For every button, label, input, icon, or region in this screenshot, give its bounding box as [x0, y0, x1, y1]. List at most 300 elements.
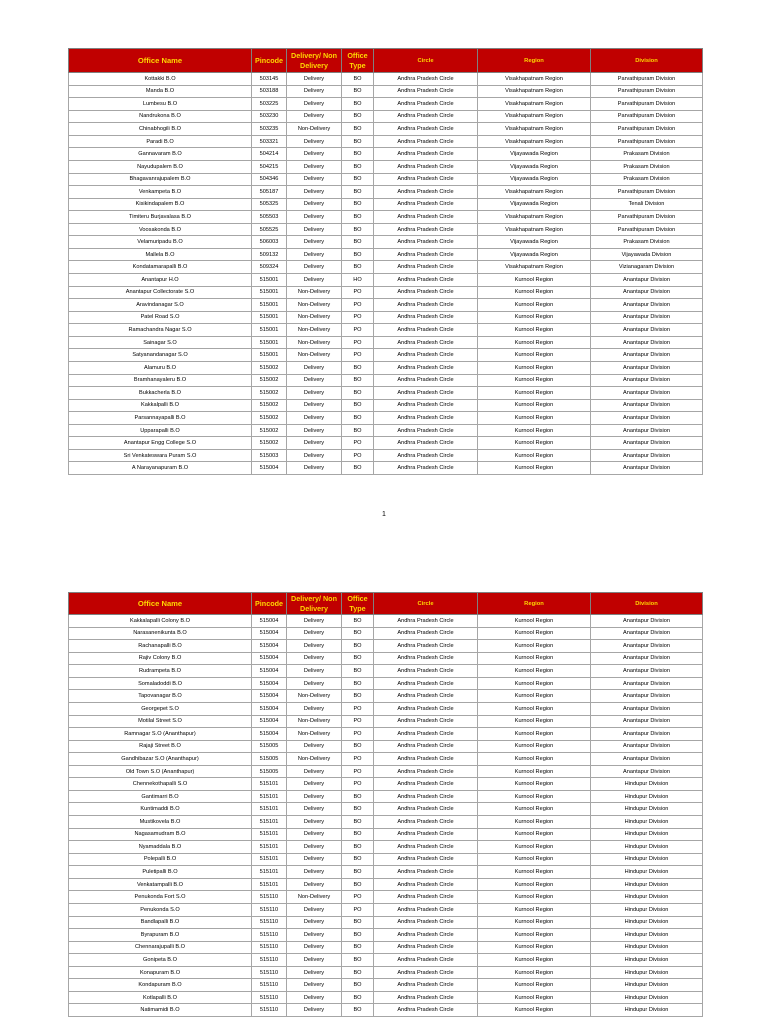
division-cell: Parvathipuram Division — [591, 110, 703, 123]
delivery-cell: Delivery — [287, 765, 342, 778]
pincode-cell: 506003 — [252, 236, 287, 249]
division-cell: Parvathipuram Division — [591, 85, 703, 98]
delivery-cell: Delivery — [287, 916, 342, 929]
division-cell: Vizianagaram Division — [591, 261, 703, 274]
pincode-cell: 515101 — [252, 803, 287, 816]
delivery-cell: Delivery — [287, 790, 342, 803]
header-region: Region — [478, 593, 591, 615]
circle-cell: Andhra Pradesh Circle — [374, 702, 478, 715]
office-type-cell: PO — [342, 336, 374, 349]
circle-cell: Andhra Pradesh Circle — [374, 790, 478, 803]
office-name-cell: Penukonda Fort S.O — [69, 891, 252, 904]
circle-cell: Andhra Pradesh Circle — [374, 991, 478, 1004]
pincode-cell: 515004 — [252, 677, 287, 690]
circle-cell: Andhra Pradesh Circle — [374, 740, 478, 753]
office-name-cell: Satyanandanagar S.O — [69, 349, 252, 362]
table-row — [69, 728, 703, 741]
delivery-cell: Delivery — [287, 110, 342, 123]
table-header-row — [69, 49, 703, 73]
table-row — [69, 135, 703, 148]
pincode-cell: 515004 — [252, 665, 287, 678]
division-cell: Hindupur Division — [591, 916, 703, 929]
circle-cell: Andhra Pradesh Circle — [374, 223, 478, 236]
circle-cell: Andhra Pradesh Circle — [374, 110, 478, 123]
region-cell: Kurnool Region — [478, 979, 591, 992]
table-row — [69, 778, 703, 791]
office-name-cell: Mallela B.O — [69, 248, 252, 261]
circle-cell: Andhra Pradesh Circle — [374, 903, 478, 916]
table-row — [69, 665, 703, 678]
circle-cell: Andhra Pradesh Circle — [374, 198, 478, 211]
circle-cell: Andhra Pradesh Circle — [374, 929, 478, 942]
region-cell: Kurnool Region — [478, 286, 591, 299]
pincode-cell: 515001 — [252, 349, 287, 362]
delivery-cell: Delivery — [287, 677, 342, 690]
division-cell: Anantapur Division — [591, 424, 703, 437]
region-cell: Kurnool Region — [478, 841, 591, 854]
office-type-cell: BO — [342, 73, 374, 86]
circle-cell: Andhra Pradesh Circle — [374, 816, 478, 829]
division-cell: Anantapur Division — [591, 449, 703, 462]
region-cell: Kurnool Region — [478, 387, 591, 400]
circle-cell: Andhra Pradesh Circle — [374, 274, 478, 287]
table-row — [69, 211, 703, 224]
division-cell: Hindupur Division — [591, 878, 703, 891]
table-row — [69, 73, 703, 86]
office-type-cell: BO — [342, 148, 374, 161]
table-row — [69, 248, 703, 261]
region-cell: Kurnool Region — [478, 665, 591, 678]
pincode-cell: 515004 — [252, 690, 287, 703]
office-name-cell: Natimamidi B.O — [69, 1004, 252, 1017]
circle-cell: Andhra Pradesh Circle — [374, 135, 478, 148]
office-type-cell: BO — [342, 853, 374, 866]
circle-cell: Andhra Pradesh Circle — [374, 665, 478, 678]
division-cell: Anantapur Division — [591, 437, 703, 450]
circle-cell: Andhra Pradesh Circle — [374, 916, 478, 929]
circle-cell: Andhra Pradesh Circle — [374, 98, 478, 111]
region-cell: Kurnool Region — [478, 640, 591, 653]
header-region: Region — [478, 49, 591, 73]
office-type-cell: BO — [342, 123, 374, 136]
office-name-cell: Lumbesu B.O — [69, 98, 252, 111]
table-row — [69, 878, 703, 891]
office-name-cell: Bukkacherla B.O — [69, 387, 252, 400]
circle-cell: Andhra Pradesh Circle — [374, 828, 478, 841]
division-cell: Hindupur Division — [591, 941, 703, 954]
division-cell: Anantapur Division — [591, 336, 703, 349]
pincode-cell: 515110 — [252, 966, 287, 979]
circle-cell: Andhra Pradesh Circle — [374, 615, 478, 628]
office-type-cell: BO — [342, 615, 374, 628]
delivery-cell: Delivery — [287, 412, 342, 425]
division-cell: Anantapur Division — [591, 690, 703, 703]
office-type-cell: PO — [342, 753, 374, 766]
pincode-cell: 515110 — [252, 991, 287, 1004]
header-office-type: Office Type — [342, 49, 374, 73]
pincode-cell: 515004 — [252, 728, 287, 741]
delivery-cell: Delivery — [287, 186, 342, 199]
region-cell: Kurnool Region — [478, 299, 591, 312]
table-row — [69, 916, 703, 929]
region-cell: Visakhapatnam Region — [478, 110, 591, 123]
table-row — [69, 816, 703, 829]
region-cell: Kurnool Region — [478, 652, 591, 665]
office-name-cell: Puletipalli B.O — [69, 866, 252, 879]
delivery-cell: Delivery — [287, 223, 342, 236]
circle-cell: Andhra Pradesh Circle — [374, 715, 478, 728]
table-row — [69, 753, 703, 766]
circle-cell: Andhra Pradesh Circle — [374, 979, 478, 992]
region-cell: Kurnool Region — [478, 361, 591, 374]
delivery-cell: Delivery — [287, 462, 342, 475]
division-cell: Anantapur Division — [591, 765, 703, 778]
region-cell: Kurnool Region — [478, 728, 591, 741]
table-row — [69, 790, 703, 803]
delivery-cell: Non-Delivery — [287, 336, 342, 349]
circle-cell: Andhra Pradesh Circle — [374, 728, 478, 741]
office-type-cell: BO — [342, 929, 374, 942]
circle-cell: Andhra Pradesh Circle — [374, 73, 478, 86]
office-type-cell: BO — [342, 211, 374, 224]
delivery-cell: Delivery — [287, 929, 342, 942]
region-cell: Kurnool Region — [478, 929, 591, 942]
delivery-cell: Delivery — [287, 778, 342, 791]
circle-cell: Andhra Pradesh Circle — [374, 462, 478, 475]
circle-cell: Andhra Pradesh Circle — [374, 361, 478, 374]
office-name-cell: Penukonda S.O — [69, 903, 252, 916]
pincode-cell: 505325 — [252, 198, 287, 211]
region-cell: Kurnool Region — [478, 437, 591, 450]
office-type-cell: BO — [342, 462, 374, 475]
division-cell: Anantapur Division — [591, 728, 703, 741]
division-cell: Hindupur Division — [591, 979, 703, 992]
table-row — [69, 677, 703, 690]
pincode-cell: 509324 — [252, 261, 287, 274]
pincode-cell: 515001 — [252, 311, 287, 324]
table-row — [69, 349, 703, 362]
delivery-cell: Delivery — [287, 652, 342, 665]
circle-cell: Andhra Pradesh Circle — [374, 954, 478, 967]
region-cell: Kurnool Region — [478, 462, 591, 475]
division-cell: Anantapur Division — [591, 299, 703, 312]
header-circle: Circle — [374, 593, 478, 615]
office-name-cell: Byrapuram B.O — [69, 929, 252, 942]
delivery-cell: Delivery — [287, 966, 342, 979]
office-name-cell: Rajiv Colony B.O — [69, 652, 252, 665]
pincode-cell: 515101 — [252, 828, 287, 841]
division-cell: Anantapur Division — [591, 677, 703, 690]
region-cell: Kurnool Region — [478, 866, 591, 879]
circle-cell: Andhra Pradesh Circle — [374, 336, 478, 349]
table-header-row — [69, 593, 703, 615]
pincode-cell: 515110 — [252, 916, 287, 929]
pincode-cell: 504214 — [252, 148, 287, 161]
pincode-cell: 515004 — [252, 640, 287, 653]
division-cell: Hindupur Division — [591, 853, 703, 866]
delivery-cell: Non-Delivery — [287, 690, 342, 703]
pincode-cell: 503230 — [252, 110, 287, 123]
office-type-cell: BO — [342, 665, 374, 678]
table-body — [69, 615, 703, 1017]
delivery-cell: Delivery — [287, 803, 342, 816]
office-type-cell: PO — [342, 891, 374, 904]
table-row — [69, 110, 703, 123]
pincode-cell: 503225 — [252, 98, 287, 111]
circle-cell: Andhra Pradesh Circle — [374, 261, 478, 274]
header-office-name: Office Name — [69, 593, 252, 615]
region-cell: Visakhapatnam Region — [478, 135, 591, 148]
pincode-cell: 515001 — [252, 274, 287, 287]
pincode-cell: 515110 — [252, 1004, 287, 1017]
office-name-cell: Anantapur H.O — [69, 274, 252, 287]
circle-cell: Andhra Pradesh Circle — [374, 387, 478, 400]
circle-cell: Andhra Pradesh Circle — [374, 148, 478, 161]
office-name-cell: Kondatamarapalli B.O — [69, 261, 252, 274]
circle-cell: Andhra Pradesh Circle — [374, 765, 478, 778]
pincode-cell: 515002 — [252, 374, 287, 387]
region-cell: Kurnool Region — [478, 916, 591, 929]
table-row — [69, 966, 703, 979]
circle-cell: Andhra Pradesh Circle — [374, 841, 478, 854]
pincode-cell: 515110 — [252, 903, 287, 916]
office-name-cell: Polepalli B.O — [69, 853, 252, 866]
delivery-cell: Delivery — [287, 979, 342, 992]
table-row — [69, 627, 703, 640]
circle-cell: Andhra Pradesh Circle — [374, 324, 478, 337]
delivery-cell: Non-Delivery — [287, 311, 342, 324]
division-cell: Anantapur Division — [591, 374, 703, 387]
delivery-cell: Delivery — [287, 954, 342, 967]
region-cell: Kurnool Region — [478, 891, 591, 904]
circle-cell: Andhra Pradesh Circle — [374, 640, 478, 653]
division-cell: Anantapur Division — [591, 702, 703, 715]
pincode-cell: 515003 — [252, 449, 287, 462]
header-division: Division — [591, 49, 703, 73]
header-delivery: Delivery/ Non Delivery — [287, 49, 342, 73]
pincode-cell: 515101 — [252, 816, 287, 829]
delivery-cell: Delivery — [287, 702, 342, 715]
region-cell: Kurnool Region — [478, 715, 591, 728]
office-type-cell: PO — [342, 903, 374, 916]
division-cell: Hindupur Division — [591, 803, 703, 816]
table-row — [69, 979, 703, 992]
region-cell: Kurnool Region — [478, 374, 591, 387]
pincode-cell: 515110 — [252, 941, 287, 954]
table-row — [69, 387, 703, 400]
office-type-cell: BO — [342, 223, 374, 236]
region-cell: Visakhapatnam Region — [478, 98, 591, 111]
office-type-cell: BO — [342, 173, 374, 186]
table-row — [69, 891, 703, 904]
office-type-cell: BO — [342, 374, 374, 387]
office-name-cell: Georgepet S.O — [69, 702, 252, 715]
office-type-cell: BO — [342, 399, 374, 412]
table-row — [69, 186, 703, 199]
division-cell: Hindupur Division — [591, 891, 703, 904]
table-row — [69, 299, 703, 312]
office-type-cell: BO — [342, 110, 374, 123]
circle-cell: Andhra Pradesh Circle — [374, 299, 478, 312]
office-name-cell: Venkampeta B.O — [69, 186, 252, 199]
division-cell: Anantapur Division — [591, 387, 703, 400]
delivery-cell: Non-Delivery — [287, 349, 342, 362]
office-type-cell: PO — [342, 324, 374, 337]
circle-cell: Andhra Pradesh Circle — [374, 803, 478, 816]
office-name-cell: Aravindanagar S.O — [69, 299, 252, 312]
office-name-cell: Sainagar S.O — [69, 336, 252, 349]
circle-cell: Andhra Pradesh Circle — [374, 652, 478, 665]
table-row — [69, 1004, 703, 1017]
delivery-cell: Delivery — [287, 1004, 342, 1017]
division-cell: Anantapur Division — [591, 640, 703, 653]
header-circle: Circle — [374, 49, 478, 73]
office-name-cell: Rudrampeta B.O — [69, 665, 252, 678]
delivery-cell: Delivery — [287, 148, 342, 161]
header-pincode: Pincode — [252, 49, 287, 73]
header-division: Division — [591, 593, 703, 615]
pincode-cell: 515001 — [252, 336, 287, 349]
division-cell: Prakasam Division — [591, 173, 703, 186]
delivery-cell: Delivery — [287, 374, 342, 387]
office-name-cell: Kondapuram B.O — [69, 979, 252, 992]
table-row — [69, 123, 703, 136]
delivery-cell: Delivery — [287, 866, 342, 879]
pincode-cell: 515101 — [252, 778, 287, 791]
office-type-cell: PO — [342, 286, 374, 299]
office-name-cell: Nayudupalem B.O — [69, 160, 252, 173]
office-type-cell: BO — [342, 261, 374, 274]
circle-cell: Andhra Pradesh Circle — [374, 891, 478, 904]
office-type-cell: BO — [342, 627, 374, 640]
office-type-cell: PO — [342, 702, 374, 715]
region-cell: Vijayawada Region — [478, 236, 591, 249]
table-row — [69, 866, 703, 879]
division-cell: Parvathipuram Division — [591, 73, 703, 86]
office-type-cell: HO — [342, 274, 374, 287]
pincode-cell: 515002 — [252, 412, 287, 425]
pincode-cell: 515101 — [252, 878, 287, 891]
circle-cell: Andhra Pradesh Circle — [374, 186, 478, 199]
pincode-cell: 515002 — [252, 399, 287, 412]
office-name-cell: Nagasamudram B.O — [69, 828, 252, 841]
office-type-cell: BO — [342, 640, 374, 653]
office-type-cell: BO — [342, 991, 374, 1004]
pincode-cell: 515004 — [252, 702, 287, 715]
office-name-cell: Chennarajupalli B.O — [69, 941, 252, 954]
circle-cell: Andhra Pradesh Circle — [374, 627, 478, 640]
region-cell: Kurnool Region — [478, 690, 591, 703]
region-cell: Kurnool Region — [478, 790, 591, 803]
office-type-cell: BO — [342, 841, 374, 854]
division-cell: Anantapur Division — [591, 311, 703, 324]
circle-cell: Andhra Pradesh Circle — [374, 286, 478, 299]
region-cell: Kurnool Region — [478, 778, 591, 791]
office-name-cell: Motilal Street S.O — [69, 715, 252, 728]
delivery-cell: Non-Delivery — [287, 324, 342, 337]
office-name-cell: Bhagavanrajupalem B.O — [69, 173, 252, 186]
division-cell: Hindupur Division — [591, 866, 703, 879]
pincode-cell: 503235 — [252, 123, 287, 136]
delivery-cell: Delivery — [287, 274, 342, 287]
office-name-cell: Konapuram B.O — [69, 966, 252, 979]
delivery-cell: Delivery — [287, 387, 342, 400]
division-cell: Anantapur Division — [591, 627, 703, 640]
delivery-cell: Delivery — [287, 173, 342, 186]
table-row — [69, 236, 703, 249]
pincode-cell: 505503 — [252, 211, 287, 224]
pincode-cell: 505525 — [252, 223, 287, 236]
division-cell: Anantapur Division — [591, 462, 703, 475]
delivery-cell: Delivery — [287, 198, 342, 211]
region-cell: Visakhapatnam Region — [478, 73, 591, 86]
pincode-cell: 515001 — [252, 324, 287, 337]
office-name-cell: Paradi B.O — [69, 135, 252, 148]
region-cell: Kurnool Region — [478, 853, 591, 866]
region-cell: Vijayawada Region — [478, 160, 591, 173]
delivery-cell: Delivery — [287, 424, 342, 437]
delivery-cell: Delivery — [287, 627, 342, 640]
table-row — [69, 374, 703, 387]
delivery-cell: Delivery — [287, 615, 342, 628]
office-name-cell: Upparapalli B.O — [69, 424, 252, 437]
office-name-cell: Kottakki B.O — [69, 73, 252, 86]
office-type-cell: BO — [342, 966, 374, 979]
delivery-cell: Non-Delivery — [287, 753, 342, 766]
office-type-cell: PO — [342, 765, 374, 778]
office-name-cell: Kakkalpalli B.O — [69, 399, 252, 412]
office-type-cell: BO — [342, 816, 374, 829]
table-row — [69, 615, 703, 628]
delivery-cell: Delivery — [287, 160, 342, 173]
region-cell: Kurnool Region — [478, 828, 591, 841]
office-name-cell: Tapovanagar B.O — [69, 690, 252, 703]
office-type-cell: BO — [342, 1004, 374, 1017]
pincode-cell: 515101 — [252, 841, 287, 854]
division-cell: Parvathipuram Division — [591, 186, 703, 199]
office-name-cell: Gonipeta B.O — [69, 954, 252, 967]
circle-cell: Andhra Pradesh Circle — [374, 853, 478, 866]
office-name-cell: Nandrukona B.O — [69, 110, 252, 123]
division-cell: Vijayawada Division — [591, 248, 703, 261]
pincode-cell: 515110 — [252, 929, 287, 942]
division-cell: Hindupur Division — [591, 966, 703, 979]
region-cell: Vijayawada Region — [478, 148, 591, 161]
region-cell: Kurnool Region — [478, 702, 591, 715]
table-row — [69, 274, 703, 287]
office-type-cell: BO — [342, 85, 374, 98]
post-office-table-page-1 — [68, 48, 703, 475]
region-cell: Kurnool Region — [478, 816, 591, 829]
table-row — [69, 437, 703, 450]
office-name-cell: Bramhanayaleru B.O — [69, 374, 252, 387]
circle-cell: Andhra Pradesh Circle — [374, 248, 478, 261]
delivery-cell: Non-Delivery — [287, 715, 342, 728]
table-row — [69, 929, 703, 942]
office-type-cell: BO — [342, 361, 374, 374]
pincode-cell: 515002 — [252, 361, 287, 374]
office-type-cell: PO — [342, 311, 374, 324]
division-cell: Hindupur Division — [591, 954, 703, 967]
page-number: 1 — [382, 511, 386, 518]
division-cell: Prakasam Division — [591, 148, 703, 161]
table-row — [69, 198, 703, 211]
pincode-cell: 515005 — [252, 753, 287, 766]
table-row — [69, 399, 703, 412]
office-type-cell: BO — [342, 828, 374, 841]
region-cell: Kurnool Region — [478, 966, 591, 979]
table-row — [69, 740, 703, 753]
